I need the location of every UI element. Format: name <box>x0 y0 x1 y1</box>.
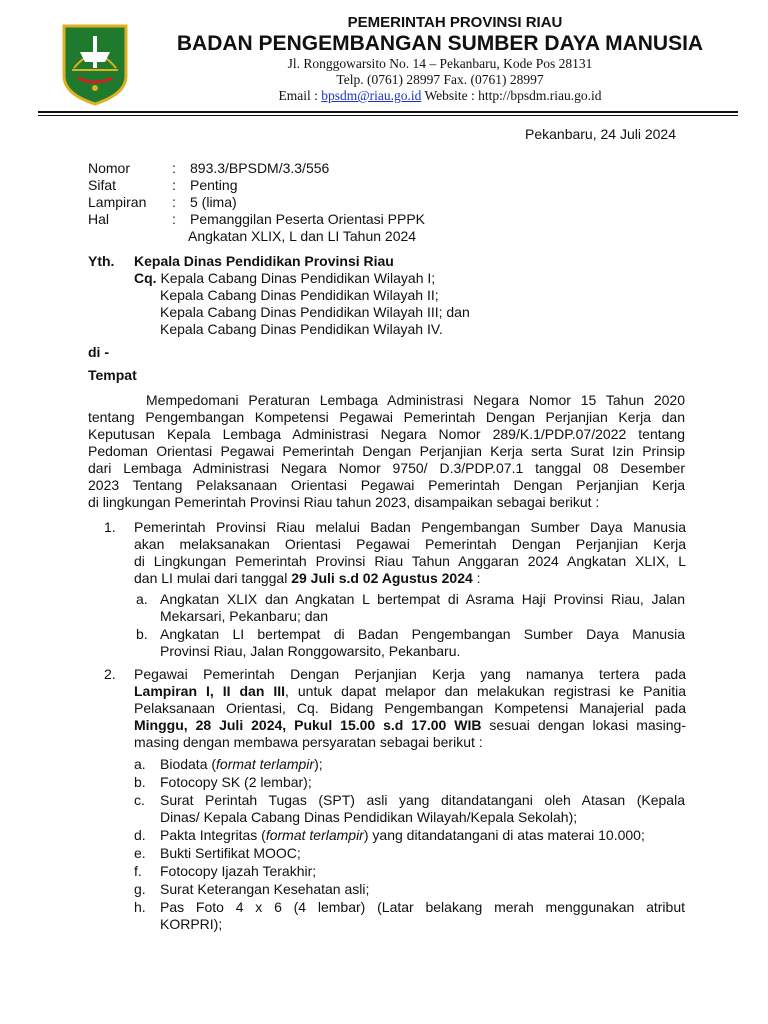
cq-label: Cq. <box>134 270 157 286</box>
tempat-label: Tempat <box>88 367 137 383</box>
cq-line3: Kepala Cabang Dinas Pendidikan Wilayah III; dan <box>160 304 470 320</box>
recipient-block <box>88 253 470 384</box>
point-1b-line: Provinsi Riau, Jalan Ronggowarsito, Pekanbaru. <box>160 643 461 659</box>
letter-meta <box>88 160 425 245</box>
intro-line: di lingkungan Pemerintah Provinsi Riau tahun 2023, disampaikan sebagai berikut : <box>88 494 600 510</box>
colon: : <box>172 177 176 193</box>
intro-paragraph <box>88 392 685 511</box>
colon: : <box>172 211 176 227</box>
colon: : <box>172 160 176 176</box>
sifat-value: Penting <box>190 177 238 193</box>
point-1-line: Pemerintah Provinsi Riau melalui Badan Pengembangan Sumber Daya Manusia <box>134 519 686 535</box>
cq-line2: Kepala Cabang Dinas Pendidikan Wilayah II; <box>160 287 439 303</box>
req-label: f. <box>134 863 142 879</box>
point-2-text <box>134 666 686 751</box>
point-1-line: akan melaksanakan Orientasi Pegawai Pemerintah Dengan Perjanjian Kerja <box>134 536 686 552</box>
req-label: c. <box>134 792 145 808</box>
letterhead-rule-thick <box>38 111 738 113</box>
req-italic: format terlampir <box>265 827 364 843</box>
req-item: Surat Keterangan Kesehatan asli; <box>160 881 370 897</box>
point-2-number: 2. <box>104 666 116 682</box>
req-label: b. <box>134 774 146 790</box>
point-2-line: masing dengan membawa persyaratan sebagai berikut : <box>134 734 483 750</box>
agency-address: Jl. Ronggowarsito No. 14 – Pekanbaru, Kode Pos 28131 <box>287 56 593 71</box>
colon: : <box>172 194 176 210</box>
point-2-schedule: Minggu, 28 Juli 2024, Pukul 15.00 s.d 17.00 WIB <box>134 717 482 733</box>
point-1-line <box>134 570 686 587</box>
email-label: Email : <box>278 88 322 103</box>
lampiran-label: Lampiran <box>88 194 147 210</box>
intro-line: dari Lembaga Administrasi Negara Nomor 9750/ D.3/PDP.07.1 tanggal 08 Desember <box>88 460 685 476</box>
req-text: Pakta Integritas ( <box>160 827 266 843</box>
req-label: e. <box>134 845 146 861</box>
req-item: Fotocopy SK (2 lembar); <box>160 774 312 790</box>
req-label: d. <box>134 827 146 843</box>
point-1-date-range: 29 Juli s.d 02 Agustus 2024 <box>291 570 473 586</box>
point-1-line-end: : <box>472 570 481 586</box>
point-1a-label: a. <box>136 591 148 607</box>
point-1a-text <box>160 591 685 625</box>
point-2-line: Pelaksanaan Orientasi, Cq. Bidang Pengembangan Kompetensi Manajerial pada <box>134 700 686 716</box>
nomor-value: 893.3/BPSDM/3.3/556 <box>190 160 330 176</box>
req-item <box>160 792 685 826</box>
intro-line: tentang Pengembangan Kompetensi Pegawai Pemerintah Dengan Perjanjian Kerja dan <box>88 409 685 425</box>
req-label: g. <box>134 881 146 897</box>
req-label: h. <box>134 899 146 915</box>
hal-value-line2: Angkatan XLIX, L dan LI Tahun 2024 <box>188 228 417 244</box>
point-1a-line: Angkatan XLIX dan Angkatan L bertempat di Asrama Haji Provinsi Riau, Jalan <box>160 591 685 607</box>
point-1b-label: b. <box>136 626 148 642</box>
lampiran-value: 5 (lima) <box>190 194 237 210</box>
sifat-label: Sifat <box>88 177 117 193</box>
req-text: Biodata ( <box>160 756 217 772</box>
point-1b-text <box>160 626 685 660</box>
riau-province-emblem <box>60 22 130 106</box>
di-label: di - <box>88 344 109 360</box>
req-line: KORPRI); <box>160 916 223 932</box>
cq-line4: Kepala Cabang Dinas Pendidikan Wilayah IV. <box>160 321 443 337</box>
req-label: a. <box>134 756 146 772</box>
req-line: Surat Perintah Tugas (SPT) asli yang ditandatangani oleh Atasan (Kepala <box>160 792 685 808</box>
point-2-line <box>134 717 686 734</box>
letter-date: Pekanbaru, 24 Juli 2024 <box>525 126 676 142</box>
req-item: Bukti Sertifikat MOOC; <box>160 845 301 861</box>
req-item <box>160 756 685 773</box>
point-1b-line: Angkatan LI bertempat di Badan Pengembangan Sumber Daya Manusia <box>160 626 685 642</box>
point-1-line-text: dan LI mulai dari tanggal <box>134 570 292 586</box>
nomor-label: Nomor <box>88 160 131 176</box>
point-1-line: di Lingkungan Pemerintah Provinsi Riau Tahun Anggaran 2024 Angkatan XLIX, L <box>134 553 686 569</box>
email-link[interactable]: bpsdm@riau.go.id <box>321 88 422 103</box>
point-1a-line: Mekarsari, Pekanbaru; dan <box>160 608 329 624</box>
government-name: PEMERINTAH PROVINSI RIAU <box>347 14 563 31</box>
point-2-line: Pegawai Pemerintah Dengan Perjanjian Kerja yang namanya tertera pada <box>134 666 686 682</box>
intro-line: 2023 Tentang Pelaksanaan Orientasi Pegawai Pemerintah Dengan Perjanjian Kerja <box>88 477 685 493</box>
intro-line: Mempedomani Peraturan Lembaga Administrasi Negara Nomor 15 Tahun 2020 <box>146 392 685 408</box>
req-item <box>160 899 685 933</box>
agency-phone: Telp. (0761) 28997 Fax. (0761) 28997 <box>336 72 544 87</box>
agency-email-website <box>140 88 740 104</box>
req-text-end: ) yang ditandatangani di atas materai 10.000; <box>363 827 645 843</box>
point-1-number: 1. <box>104 519 116 535</box>
req-line: Pas Foto 4 x 6 (4 lembar) (Latar belakang merah menggunakan atribut <box>160 899 685 915</box>
intro-line: Pedoman Orientasi Pegawai Pemerintah Dengan Perjanjian Kerja serta Surat Izin Prinsip <box>88 443 685 459</box>
req-text-end: ); <box>314 756 323 772</box>
agency-name: BADAN PENGEMBANGAN SUMBER DAYA MANUSIA <box>176 32 704 55</box>
website-text: Website : http://bpsdm.riau.go.id <box>421 88 602 103</box>
req-item <box>160 827 685 844</box>
point-1-text <box>134 519 686 587</box>
req-line: Dinas/ Kepala Cabang Dinas Pendidikan Wilayah/Kepala Sekolah); <box>160 809 578 825</box>
req-item: Fotocopy Ijazah Terakhir; <box>160 863 317 879</box>
letterhead-rule-thin <box>38 115 738 116</box>
cq-line1: Kepala Cabang Dinas Pendidikan Wilayah I; <box>160 270 436 286</box>
yth-label: Yth. <box>88 253 115 269</box>
intro-line: Keputusan Kepala Lembaga Administrasi Negara Nomor 289/K.1/PDP.07/2022 tentang <box>88 426 685 442</box>
point-2-line-text: , untuk dapat melapor dan melakukan registrasi ke Panitia <box>285 683 686 699</box>
point-2-lampiran: Lampiran I, II dan III <box>134 683 286 699</box>
agency-contact <box>140 56 740 104</box>
point-2-line-text: sesuai dengan lokasi masing- <box>481 717 686 733</box>
hal-value-line1: Pemanggilan Peserta Orientasi PPPK <box>190 211 426 227</box>
point-2-line <box>134 683 686 700</box>
req-italic: format terlampir <box>216 756 315 772</box>
recipient-name: Kepala Dinas Pendidikan Provinsi Riau <box>134 253 394 269</box>
hal-label: Hal <box>88 211 110 227</box>
